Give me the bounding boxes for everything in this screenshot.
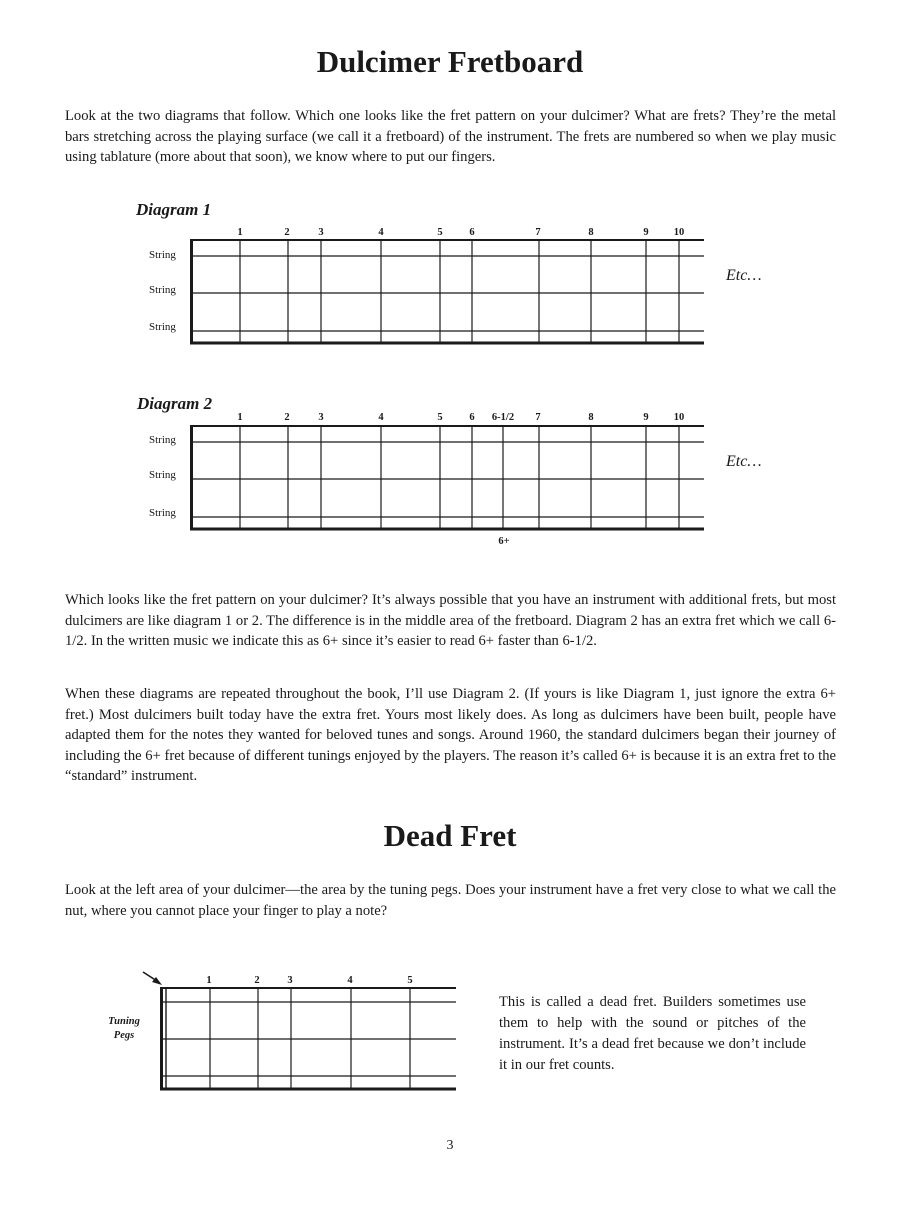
fret-number: 2: [254, 975, 260, 986]
intro-paragraph: Look at the two diagrams that follow. Which one looks like the fret pattern on your dulcimer? What are frets? They’re the metal bars stretching across the playing surface (we call it a fretboard) of the instrument. The frets are numbered so when we play music using tablature (more about that soon), we know where to put our fingers.: [65, 108, 836, 165]
fretboard-diagram-2: [190, 423, 704, 533]
dead-fret-diagram: [160, 985, 456, 1093]
fret-number: 7: [535, 412, 541, 423]
string-label: String: [149, 321, 176, 333]
fret-number: 10: [673, 412, 685, 423]
page-number: 3: [446, 1138, 454, 1153]
fret-number: 6: [469, 412, 475, 423]
dead-fret-intro: Look at the left area of your dulcimer—the area by the tuning pegs. Does your instrument have a fret very close to what we call the nut, where you cannot place your finger to play a note?: [65, 882, 836, 919]
fret-number: 3: [318, 227, 324, 238]
fret-number: 1: [206, 975, 212, 986]
fret-number: 4: [378, 227, 384, 238]
dead-fret-description: This is called a dead fret. Builders sometimes use them to help with the sound or pitches of the instrument. It’s a dead fret because we don’t include it in our fret counts.: [499, 994, 806, 1073]
string-label: String: [149, 284, 176, 296]
fret-number: 3: [287, 975, 293, 986]
fret-number: 9: [643, 227, 649, 238]
fret-number: 8: [588, 412, 594, 423]
fret-number: 9: [643, 412, 649, 423]
paragraph-2: When these diagrams are repeated throughout the book, I’ll use Diagram 2. (If yours is like Diagram 1, just ignore the extra 6+ fret.) Most dulcimers built today have the extra fret. Yours most likely does. As long as dulcimers have been built, people have adapted them for the notes they wanted for beloved tunes and songs. Around 1960, the standard dulcimers began their journey of including the 6+ fret because of different tunings enjoyed by the players. The reason it’s called 6+ is because it is an extra fret to the “standard” instrument.: [65, 686, 836, 784]
fret-number: 10: [673, 227, 685, 238]
string-label: String: [149, 507, 176, 519]
fret-number: 8: [588, 227, 594, 238]
six-plus-note: 6+: [498, 536, 510, 547]
string-label: String: [149, 469, 176, 481]
fret-number: 7: [535, 227, 541, 238]
fret-number: 5: [437, 412, 443, 423]
fret-number: 2: [284, 227, 290, 238]
fret-number: 1: [237, 227, 243, 238]
fret-number: 1: [237, 412, 243, 423]
fret-number: 4: [347, 975, 353, 986]
fret-number: 6-1/2: [491, 412, 515, 423]
etc-label: Etc…: [726, 267, 762, 284]
string-label: String: [149, 434, 176, 446]
tuning-pegs-label: [96, 1015, 152, 1043]
page-title: Dulcimer Fretboard: [316, 44, 584, 79]
diagram-2-label: Diagram 2: [137, 394, 213, 413]
diagram-1-label: Diagram 1: [136, 200, 212, 219]
string-label: String: [149, 249, 176, 261]
tuning-pegs-line-2: Pegs: [113, 1030, 135, 1041]
fret-number: 6: [469, 227, 475, 238]
fret-number: 5: [407, 975, 413, 986]
fret-number: 2: [284, 412, 290, 423]
section-title-dead-fret: Dead Fret: [383, 818, 517, 853]
etc-label: Etc…: [726, 453, 762, 470]
fret-number: 3: [318, 412, 324, 423]
fret-number: 4: [378, 412, 384, 423]
paragraph-1: Which looks like the fret pattern on your dulcimer? It’s always possible that you have an instrument with additional frets, but most dulcimers are like diagram 1 or 2. The difference is in the middle area of the fretboard. Diagram 2 has an extra fret which we call 6-1/2. In the written music we indicate this as 6+ since it’s easier to read 6+ faster than 6-1/2.: [65, 592, 836, 649]
fret-number: 5: [437, 227, 443, 238]
fretboard-diagram-1: [190, 237, 704, 347]
tuning-pegs-line-1: Tuning: [108, 1016, 140, 1027]
